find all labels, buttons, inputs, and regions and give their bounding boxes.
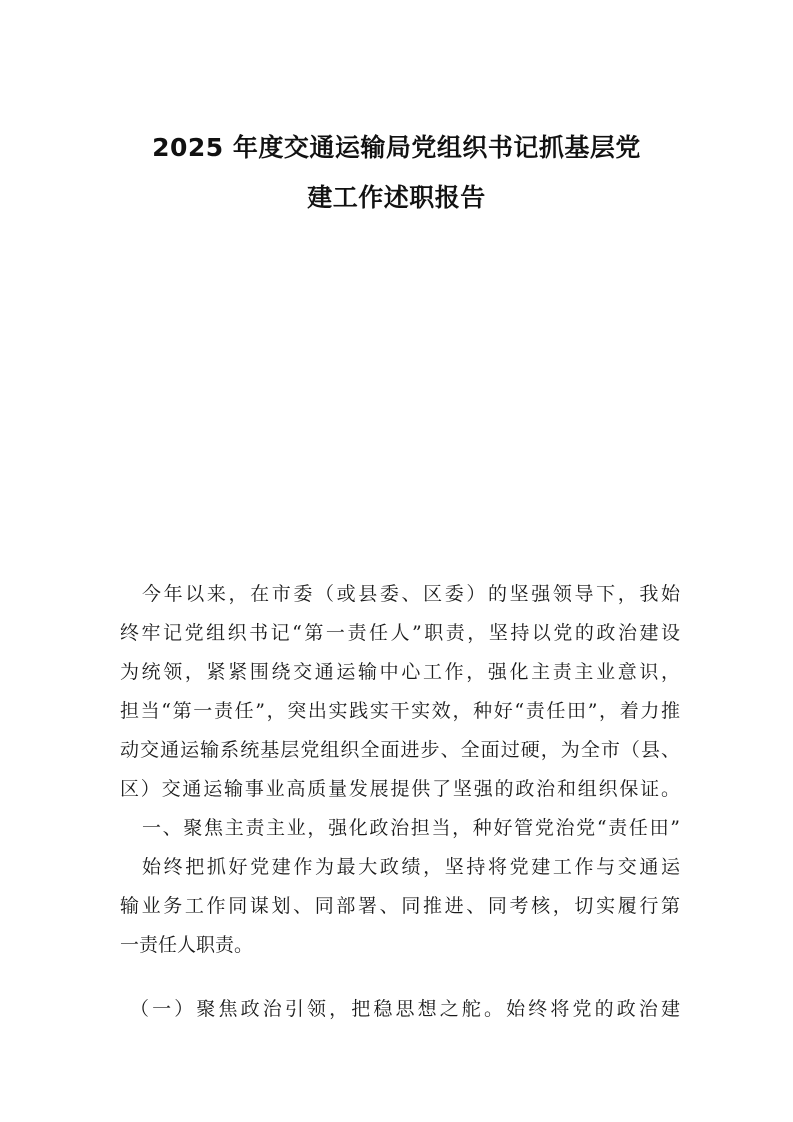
paragraph-line-6: 区）交通运输事业高质量发展提供了坚强的政治和组织保证。 [120, 778, 680, 800]
document-title-line-1: 2025 年度交通运输局党组织书记抓基层党 [152, 133, 641, 162]
paragraph-line-5: 动交通运输系统基层党组织全面进步、全面过硬，为全市（县、 [120, 739, 680, 761]
paragraph-line-8: 输业务工作同谋划、同部署、同推进、同考核，切实履行第 [120, 895, 680, 917]
paragraph-line-4: 担当“第一责任”，突出实践实干实效，种好“责任田”，着力推 [120, 700, 680, 722]
paragraph-line-9: 一责任人职责。 [120, 934, 254, 956]
document-title-line-2: 建工作述职报告 [307, 183, 486, 212]
paragraph-line-3: 为统领，紧紧围绕交通运输中心工作，强化主责主业意识， [120, 661, 680, 683]
paragraph-line-1: 今年以来，在市委（或县委、区委）的坚强领导下，我始 [142, 583, 680, 605]
paragraph-line-2: 终牢记党组织书记“第一责任人”职责，坚持以党的政治建设 [120, 622, 680, 644]
paragraph-line-7: 始终把抓好党建作为最大政绩，坚持将党建工作与交通运 [142, 856, 680, 878]
subsection-line-1: （一）聚焦政治引领，把稳思想之舵。始终将党的政治建 [130, 998, 680, 1020]
section-heading-1: 一、聚焦主责主业，强化政治担当，种好管党治党“责任田” [142, 817, 680, 839]
